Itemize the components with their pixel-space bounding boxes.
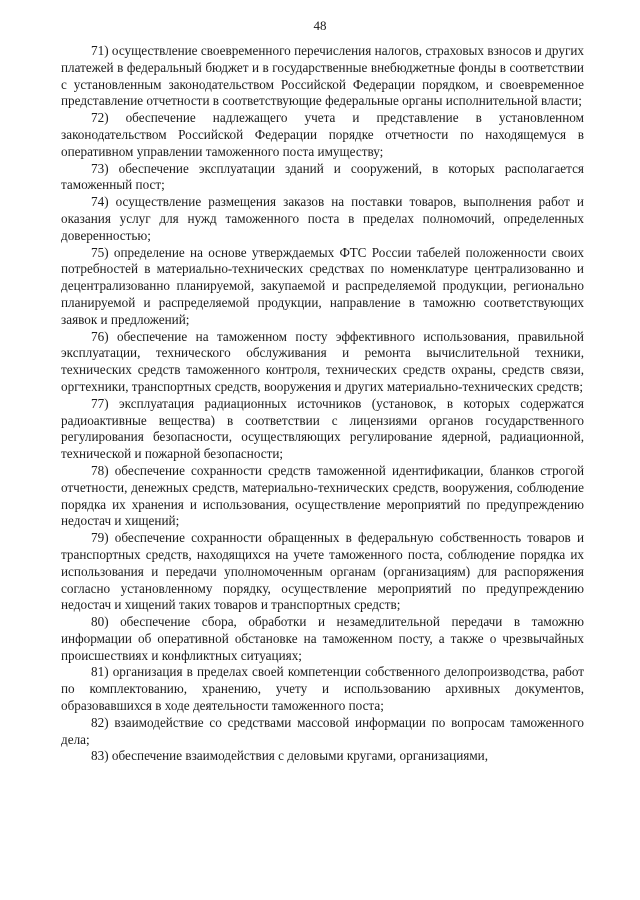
- paragraph-82: 82) взаимодействие со средствами массовой информации по вопросам таможенного дела;: [61, 714, 584, 747]
- paragraph-81: 81) организация в пределах своей компетенции собственного делопроизводства, работ по комплектованию, хранению, учету и использованию архивных документов, образовавшихся в ходе деятельности таможенного поста;: [61, 664, 584, 714]
- paragraph-71: 71) осуществление своевременного перечисления налогов, страховых взносов и других платежей в федеральный бюджет и в государственные внебюджетные фонды в соответствии с установленным законодательством Российской Федерации порядком, и своевременное представление отчетности в соответствующие федеральные органы исполнительной власти;: [61, 43, 584, 109]
- document-body: [61, 43, 584, 765]
- paragraph-72: 72) обеспечение надлежащего учета и представление в установленном законодательством Российской Федерации порядке отчетности по находящемуся в оперативном управлении таможенного поста имуществу;: [61, 110, 584, 159]
- paragraph-73: 73) обеспечение эксплуатации зданий и сооружений, в которых располагается таможенный пост;: [61, 160, 584, 193]
- paragraph-75: 75) определение на основе утверждаемых ФТС России табелей положенности своих потребностей в материально-технических средствах по номенклатуре централизованно и децентрализованно планируемой, закупаемой и распределяемой продукции, регионально планируемой и распределяемой продукции, направление в таможню соответствующих заявок и предложений;: [61, 244, 584, 327]
- paragraph-76: 76) обеспечение на таможенном посту эффективного использования, правильной эксплуатации, технического обслуживания и ремонта вычислительной техники, технических средств таможенного контроля, технических средств охраны, средств связи, оргтехники, транспортных средств, вооружения и других материально-технических средств;: [61, 328, 584, 394]
- paragraph-79: 79) обеспечение сохранности обращенных в федеральную собственность товаров и транспортных средств, находящихся на учете таможенного поста, соблюдение порядка их использования и передачи уполномоченным органам (организациям) для распоряжения согласно установленному порядку, осуществление мероприятий по предупреждению недостач и хищений таких товаров и транспортных средств;: [61, 530, 584, 613]
- paragraph-77: 77) эксплуатация радиационных источников (установок, в которых содержатся радиоактивные вещества) в соответствии с лицензиями органов государственного регулирования безопасности, осуществляющих регулирование ядерной, радиационной, технической и пожарной безопасности;: [61, 395, 584, 462]
- paragraph-78: 78) обеспечение сохранности средств таможенной идентификации, бланков строгой отчетности, денежных средств, материально-технических средств, вооружения, соблюдение порядка их хранения и использования, осуществление мероприятий по предупреждению недостач и хищений;: [61, 462, 584, 529]
- page-number: 48: [313, 18, 327, 33]
- paragraph-80: 80) обеспечение сбора, обработки и незамедлительной передачи в таможню информации об оперативной обстановке на таможенном посту, а также о чрезвычайных происшествиях и конфликтных ситуациях;: [61, 614, 584, 663]
- paragraph-83: 83) обеспечение взаимодействия с деловыми кругами, организациями,: [91, 748, 489, 764]
- paragraph-74: 74) осуществление размещения заказов на поставки товаров, выполнения работ и оказания услуг для нужд таможенного поста в пределах полномочий, определенных доверенностью;: [61, 194, 584, 243]
